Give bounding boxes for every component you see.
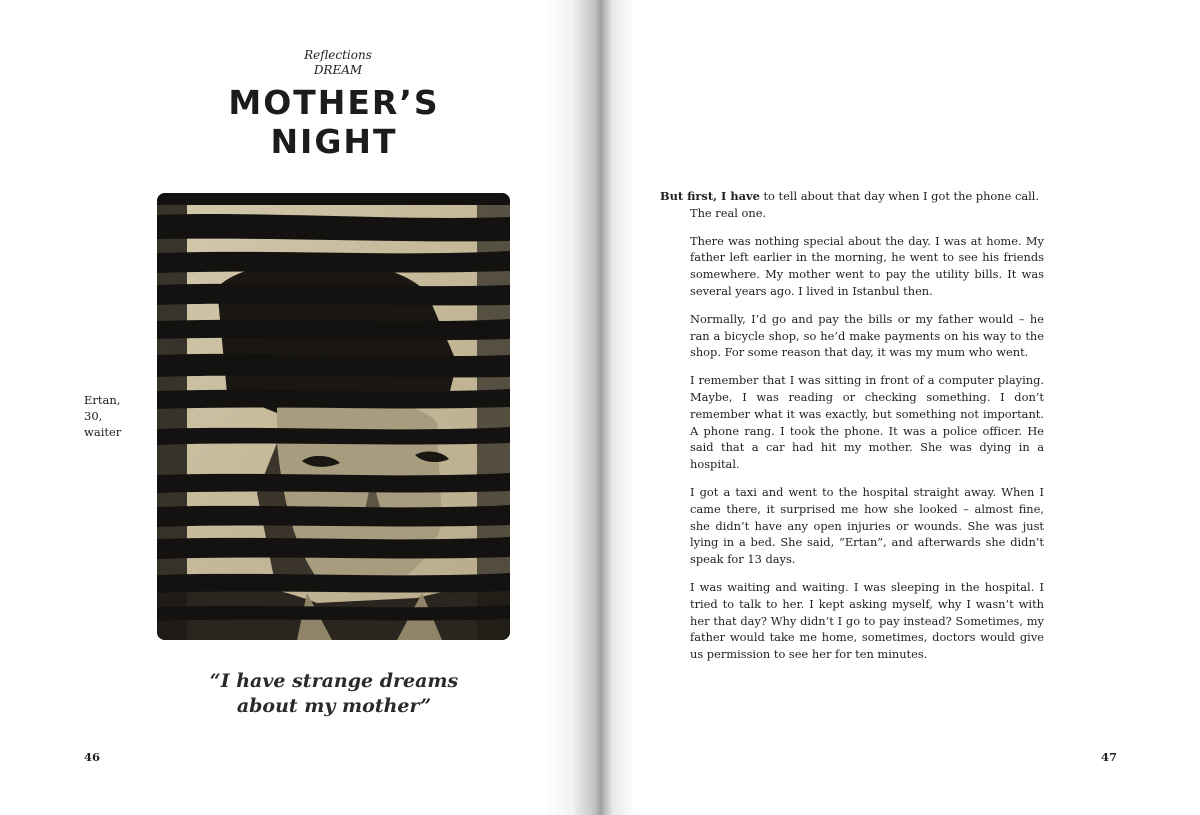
article-title <box>200 83 468 161</box>
page-number-left: 46 <box>84 750 101 764</box>
title-line-2: NIGHT <box>270 122 398 161</box>
byline-occupation: waiter <box>84 425 122 439</box>
body-paragraph <box>660 188 1044 222</box>
byline <box>84 392 154 440</box>
subsection-kicker: DREAM <box>313 63 363 77</box>
body-paragraph: I remember that I was sitting in front of a computer playing. Maybe, I was reading or checking something. I don’t remember what it was exactly, but something not important. A phone rang. I took the phone. It was a police officer. He said that a car had hit my mother. She was dying in a hospital. <box>690 373 1044 472</box>
portrait-illustration-art <box>157 193 510 640</box>
byline-name: Ertan, <box>84 393 121 407</box>
portrait-illustration <box>157 193 510 640</box>
page-number-right: 47 <box>1101 750 1118 764</box>
pull-quote-line-2: about my mother” <box>236 695 432 717</box>
lead-in: But first, I have <box>660 189 760 203</box>
body-paragraph: Normally, I’d go and pay the bills or my father would – he ran a bicycle shop, so he’d make payments on his way to the shop. For some reason that day, it was my mum who went. <box>690 311 1044 360</box>
section-kicker: Reflections <box>304 48 372 62</box>
body-paragraph: I was waiting and waiting. I was sleeping in the hospital. I tried to talk to her. I kept asking myself, why I wasn’t with her that day? Why didn’t I go to pay instead? Sometimes, my father would take me home, sometimes, doctors would give us permission to see her for ten minutes. <box>690 579 1044 662</box>
title-line-1: MOTHER’S <box>228 83 440 122</box>
book-gutter-shadow <box>545 0 635 815</box>
lead-paragraph-text: to tell about that day when I got the phone call. The real one. <box>690 189 1040 220</box>
article-body <box>660 188 1044 674</box>
body-paragraph: I got a taxi and went to the hospital straight away. When I came there, it surprised me how she looked – almost fine, she didn’t have any open injuries or wounds. She was just lying in a bed. She said, “Ertan”, and afterwards she didn’t speak for 13 days. <box>690 484 1044 567</box>
body-paragraph: There was nothing special about the day. I was at home. My father left earlier in the morning, he went to see his friends somewhere. My mother went to pay the utility bills. It was several years ago. I lived in Istanbul then. <box>690 233 1044 298</box>
pull-quote <box>186 669 482 719</box>
pull-quote-line-1: “I have strange dreams <box>209 670 459 692</box>
byline-age: 30, <box>84 409 103 423</box>
